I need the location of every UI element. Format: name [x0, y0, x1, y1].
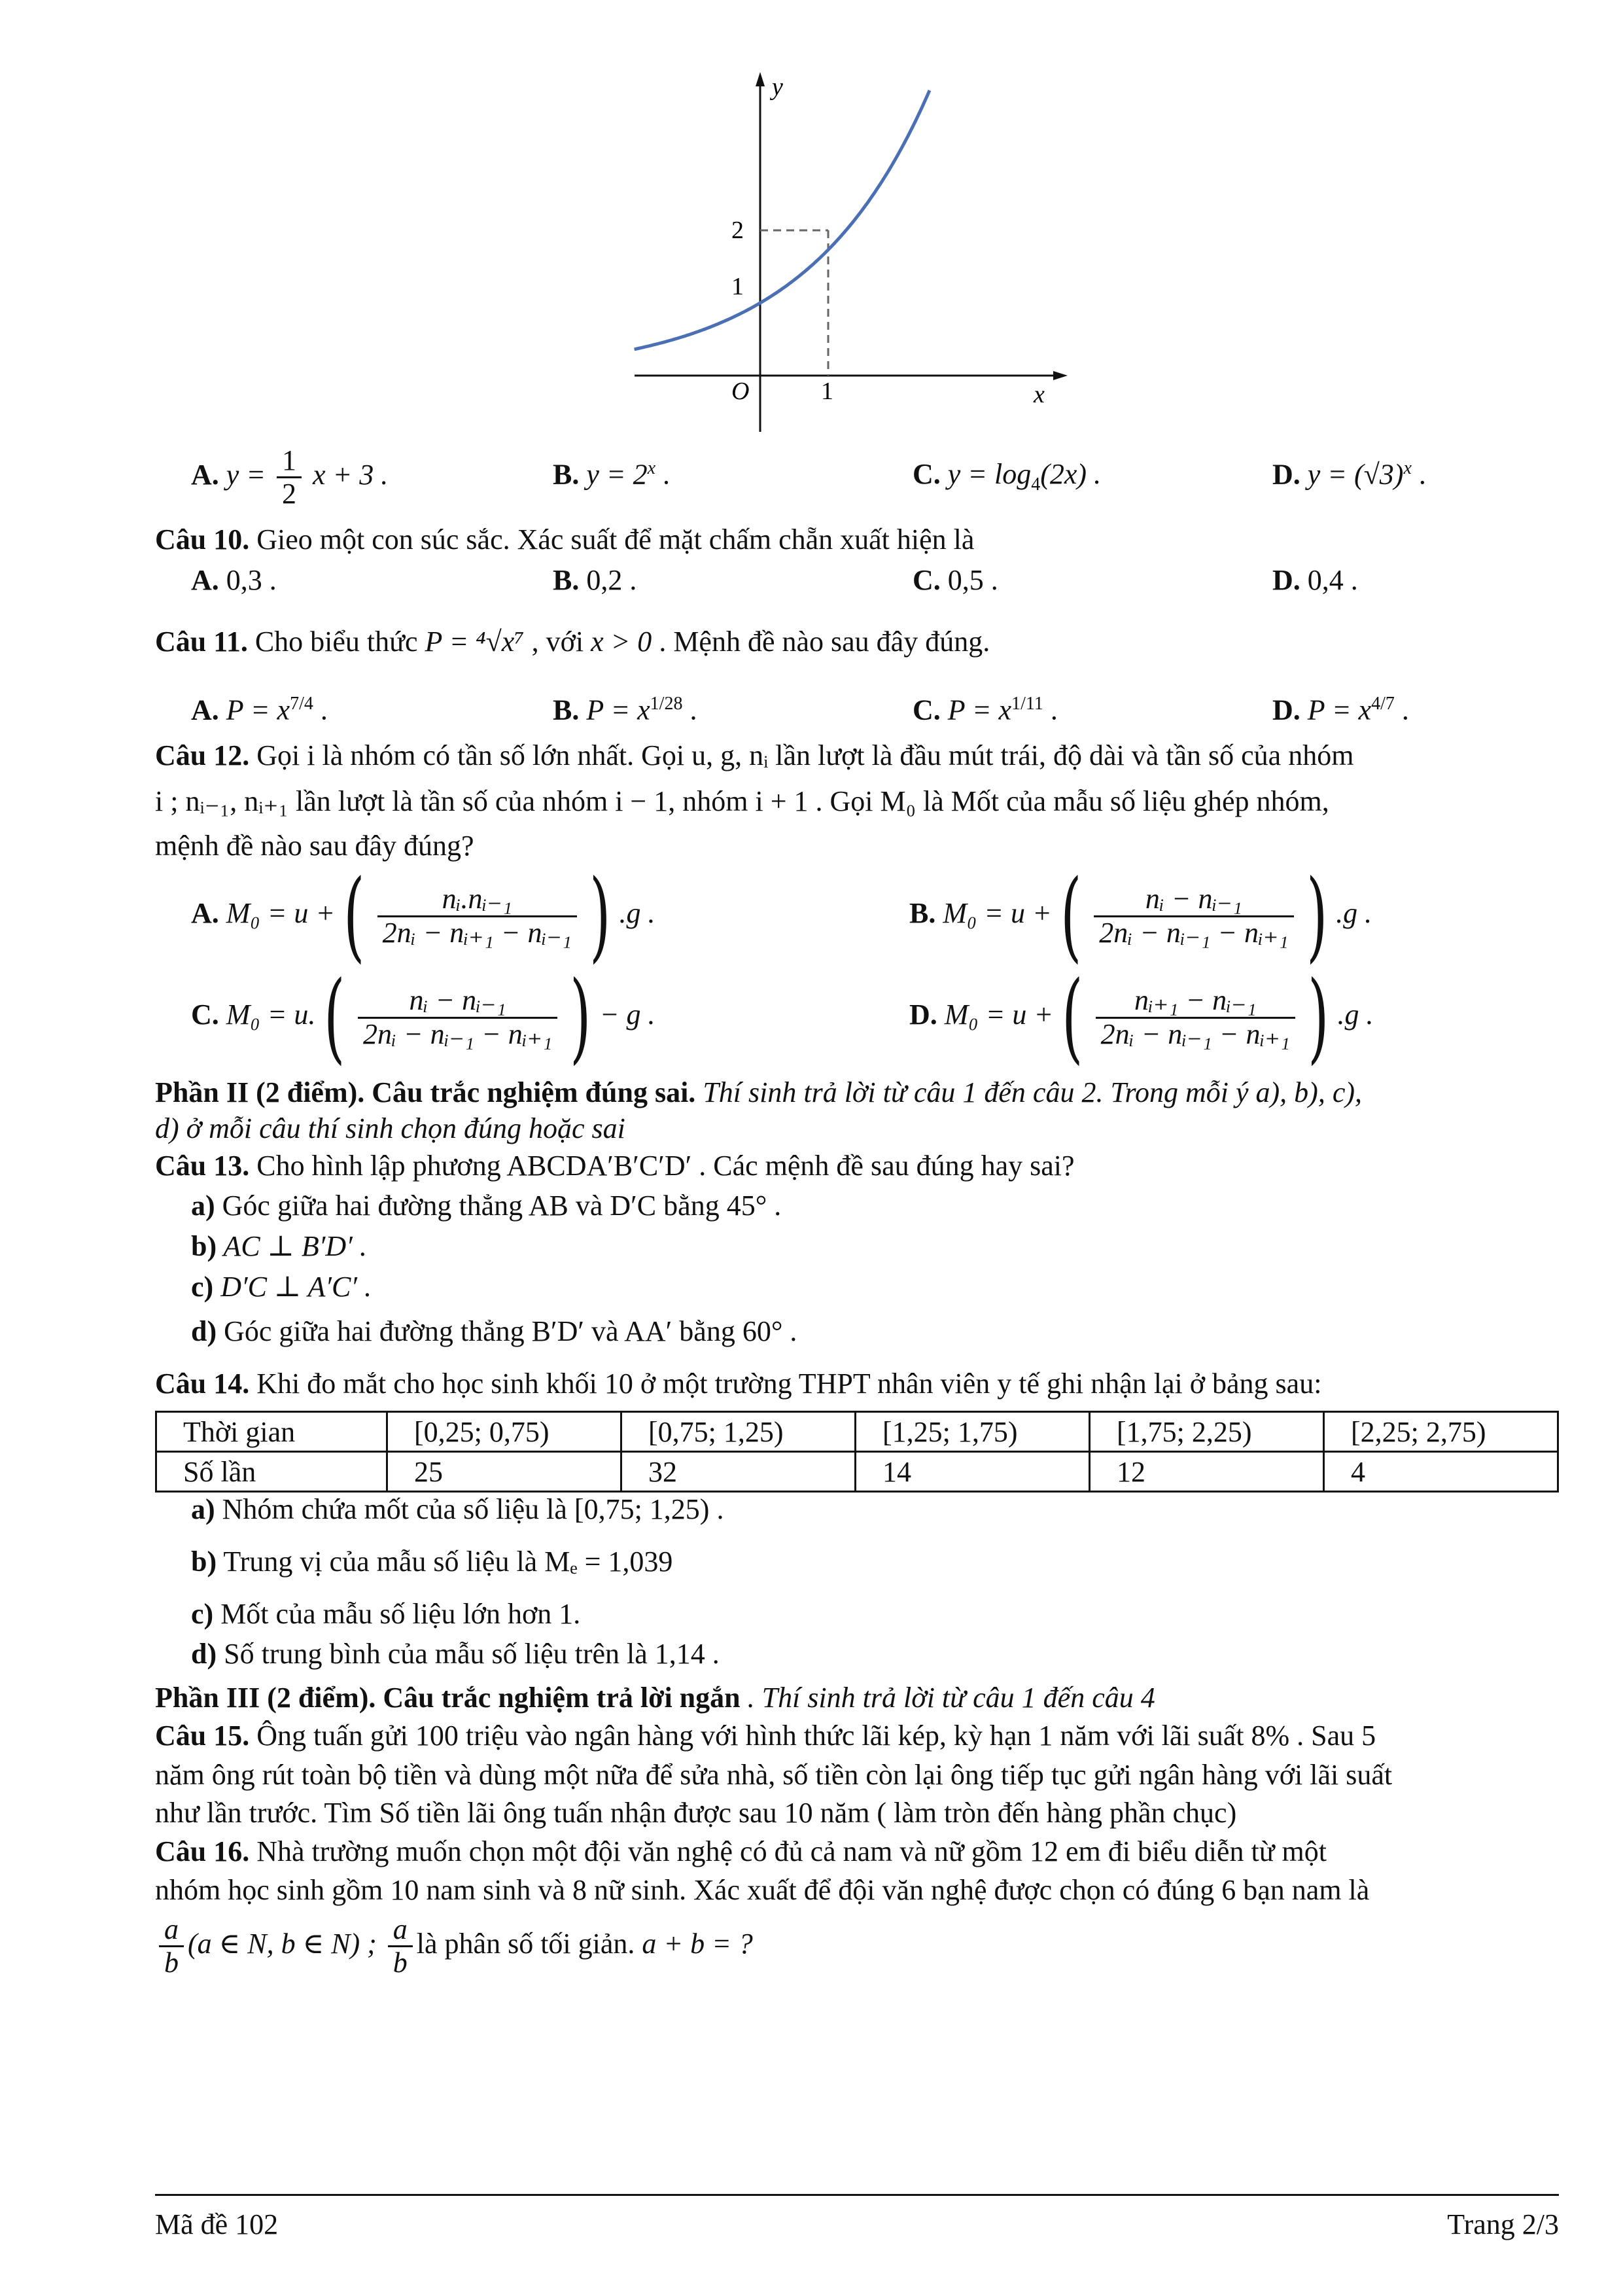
exponential-curve [635, 90, 930, 349]
table-cell: [2,25; 2,75) [1324, 1412, 1558, 1452]
q11-option-d: D. $P = x^{4/7}$ . [1272, 694, 1409, 726]
q11-option-c: C. $P = x^{1/11}$ . [913, 694, 1058, 726]
table-cell: Số lần [156, 1452, 387, 1492]
q10-question: Câu 10. Gieo một con súc sắc. Xác suất để mặt chấm chẵn xuất hiện là [155, 523, 975, 556]
q10-option-c: C. 0,5 . [913, 564, 998, 596]
part2-note: d) ở mỗi câu thí sinh chọn đúng hoặc sai [155, 1112, 625, 1144]
q12-question-line2: i ; nᵢ₋₁, nᵢ₊₁ lần lượt là tần số của nhóm i − 1, nhóm i + 1 . Gọi M₀ là Mốt của mẫu số liệu ghép nhóm, [155, 785, 1329, 817]
q15-line1: Câu 15. Ông tuấn gửi 100 triệu vào ngân hàng với hình thức lãi kép, kỳ hạn 1 năm với lãi suất 8% . Sau 5 [155, 1720, 1376, 1752]
q16-line3: $\frac{a}{b}$ (a ∈ N, b ∈ N) ; $\frac{a}{b}$ là phân số tối giản. a + b = ? [155, 1914, 753, 1979]
y-tick-1: 1 [731, 273, 744, 300]
q13-item-a: a) Góc giữa hai đường thẳng AB và D′C bằng 45° . [191, 1190, 782, 1222]
q10-option-a: A. 0,3 . [191, 564, 277, 596]
footer-page-number: Trang 2/3 [1447, 2208, 1559, 2240]
table-cell: 12 [1090, 1452, 1324, 1492]
q13-item-b: b) AC ⊥ B′D′ . [191, 1230, 367, 1262]
q14-item-d: d) Số trung bình của mẫu số liệu trên là 1,14 . [191, 1638, 720, 1670]
q14-item-a: a) Nhóm chứa mốt của số liệu là [0,75; 1,25) . [191, 1493, 724, 1525]
q13-question: Câu 13. Cho hình lập phương ABCDA′B′C′D′ . Các mệnh đề sau đúng hay sai? [155, 1150, 1075, 1182]
q14-item-c: c) Mốt của mẫu số liệu lớn hơn 1. [191, 1598, 581, 1630]
table-cell: Thời gian [156, 1412, 387, 1452]
table-cell: [1,75; 2,25) [1090, 1412, 1324, 1452]
y-axis-label: y [772, 73, 783, 101]
q14-frequency-table [155, 1411, 1559, 1492]
q12-question-line1: Câu 12. Gọi i là nhóm có tần số lớn nhất. Gọi u, g, nᵢ lần lượt là đầu mút trái, độ dài và tần số của nhóm [155, 739, 1354, 771]
q9-option-c: C. $y = \log_4(2x)$ . [913, 458, 1102, 495]
q11-option-b: B. $P = x^{1/28}$ . [553, 694, 697, 726]
q12-option-a: A. M₀ = u +( $\frac{\text{nᵢ.nᵢ₋₁}}{\text{2nᵢ − nᵢ₊₁ − nᵢ₋₁}}$ ) .g . [191, 859, 655, 973]
q12-option-c: C. M₀ = u.( $\frac{\text{nᵢ − nᵢ₋₁}}{\text{2nᵢ − nᵢ₋₁ − nᵢ₊₁}}$ ) − g . [191, 961, 655, 1074]
q15-line2: năm ông rút toàn bộ tiền và dùng một nữa để sửa nhà, số tiền còn lại ông tiếp tục gửi ngân hàng với lãi suất [155, 1759, 1393, 1791]
q12-option-d: D. M₀ = u +( $\frac{\text{nᵢ₊₁ − nᵢ₋₁}}{\text{2nᵢ − nᵢ₋₁ − nᵢ₊₁}}$ ) .g . [909, 961, 1374, 1074]
q11-option-a: A. $P = x^{7/4}$ . [191, 694, 328, 726]
q14-question: Câu 14. Khi đo mắt cho học sinh khối 10 ở một trường THPT nhân viên y tế ghi nhận lại ở bảng sau: [155, 1368, 1322, 1400]
table-cell: 4 [1324, 1452, 1558, 1492]
q10-option-d: D. 0,4 . [1272, 564, 1358, 596]
table-cell: 25 [387, 1452, 621, 1492]
q14-item-b: b) Trung vị của mẫu số liệu là Mₑ = 1,039 [191, 1545, 673, 1578]
q16-line1: Câu 16. Nhà trường muốn chọn một đội văn nghệ có đủ cả nam và nữ gồm 12 em đi biểu diễn từ một [155, 1835, 1327, 1867]
x-axis-label: x [1034, 381, 1045, 408]
q15-line3: như lần trước. Tìm Số tiền lãi ông tuấn nhận được sau 10 năm ( làm tròn đến hàng phần chục) [155, 1797, 1237, 1829]
footer-exam-code: Mã đề 102 [155, 2208, 279, 2240]
q13-item-d: d) Góc giữa hai đường thẳng B′D′ và AA′ bằng 60° . [191, 1315, 797, 1347]
table-cell: [0,75; 1,25) [621, 1412, 856, 1452]
q12-question-line3: mệnh đề nào sau đây đúng? [155, 830, 474, 862]
q11-question: Câu 11. Cho biểu thức P = ⁴√x⁷ , với x > 0 . Mệnh đề nào sau đây đúng. [155, 626, 990, 658]
function-graph [628, 65, 1073, 445]
q13-item-c: c) D′C ⊥ A′C′ . [191, 1271, 372, 1303]
table-cell: [1,25; 1,75) [856, 1412, 1090, 1452]
x-tick-1: 1 [821, 378, 833, 405]
table-cell: 32 [621, 1452, 856, 1492]
q12-option-b: B. M₀ = u +( $\frac{\text{nᵢ − nᵢ₋₁}}{\text{2nᵢ − nᵢ₋₁ − nᵢ₊₁}}$ ) .g . [909, 859, 1372, 973]
footer-divider [155, 2194, 1559, 2196]
q9-option-d: D. $y = (√3)^x$ . [1272, 458, 1426, 491]
part2-heading: Phần II (2 điểm). Câu trắc nghiệm đúng sai. Thí sinh trả lời từ câu 1 đến câu 2. Trong mỗi ý a), b), c), [155, 1076, 1362, 1108]
q16-line2: nhóm học sinh gồm 10 nam sinh và 8 nữ sinh. Xác xuất để đội văn nghệ được chọn có đúng 6 bạn nam là [155, 1874, 1370, 1906]
y-tick-2: 2 [731, 217, 744, 244]
q9-option-a: A. y = $\frac{1}{2}$ x + 3 . [191, 444, 389, 510]
q10-option-b: B. 0,2 . [553, 564, 637, 596]
table-row [156, 1412, 1558, 1452]
table-cell: 14 [856, 1452, 1090, 1492]
origin-label: O [731, 378, 750, 405]
part3-heading: Phần III (2 điểm). Câu trắc nghiệm trả lời ngắn . Thí sinh trả lời từ câu 1 đến câu 4 [155, 1682, 1155, 1714]
table-cell: [0,25; 0,75) [387, 1412, 621, 1452]
q9-option-b: B. $y = 2^x$ . [553, 458, 671, 491]
table-row [156, 1452, 1558, 1492]
